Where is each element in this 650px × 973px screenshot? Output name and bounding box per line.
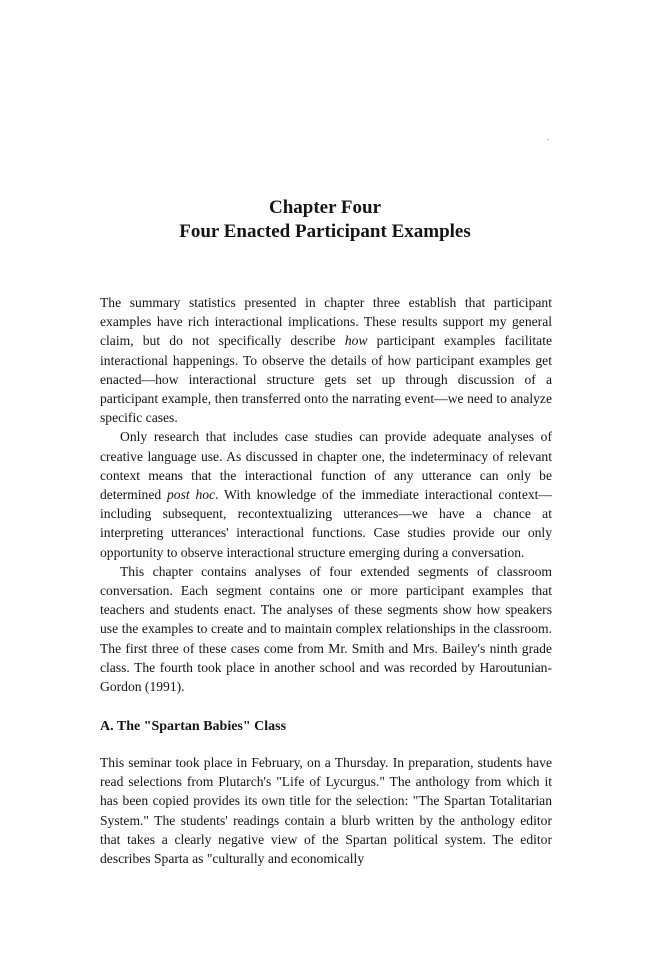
section-a-paragraph-1: This seminar took place in February, on a Thursday. In preparation, students have read selections from Plutarch's "Life of Lycurgus." The anthology from which it has been copied provides its own title for the selection: "The Spartan Totalitarian System." The students' readings contain a blurb written by the anthology editor that takes a clearly negative view of the Spartan political system. The editor describes Sparta as "culturally and economically — [100, 755, 552, 867]
section-a-text — [100, 753, 552, 868]
intro-paragraph-1 — [100, 293, 552, 427]
chapter-title: Four Enacted Participant Examples — [179, 221, 471, 242]
intro-paragraph-2 — [100, 427, 552, 561]
intro-p2-text-b: . With knowledge of the immediate interactional context—including subsequent, recontextualizing utterances—we have a chance at interpreting utterances' interactional functions. Case studies provide our only opportunity to observe interactional structure emerging during a conversation. — [100, 487, 553, 560]
section-heading: A. The "Spartan Babies" Class — [100, 719, 287, 734]
intro-p1-emphasis: how — [344, 333, 368, 349]
intro-p1-text-a: The summary statistics presented in chapter three establish that participant examples have rich interactional implications. These results support my general claim, but do not specifically describe — [100, 295, 552, 349]
intro-paragraph-3: This chapter contains analyses of four extended segments of classroom conversation. Each segment contains one or more participant examples that teachers and students enact. The analyses of these segments show how speakers use the examples to create and to maintain complex relationships in the classroom. The first three of these cases come from Mr. Smith and Mrs. Bailey's ninth grade class. The fourth took place in another school and was recorded by Haroutunian-Gordon (1991). — [100, 563, 552, 695]
chapter-number: Chapter Four — [268, 197, 382, 218]
intro-p2-emphasis: post hoc — [166, 487, 216, 503]
intro-p1-text-b: participant examples facilitate interactional happenings. To observe the details of how participant examples get enacted—how interactional structure gets set up through discussion of a participant example, then transferred onto the narrating event—we need to analyze specific cases. — [100, 333, 553, 426]
intro-text — [100, 293, 552, 696]
scan-speck — [547, 139, 549, 140]
intro-p2-text-a: Only research that includes case studies can provide adequate analyses of creative language use. As discussed in chapter one, the indeterminacy of relevant context means that the interactional function of any utterance can only be determined — [100, 429, 552, 503]
